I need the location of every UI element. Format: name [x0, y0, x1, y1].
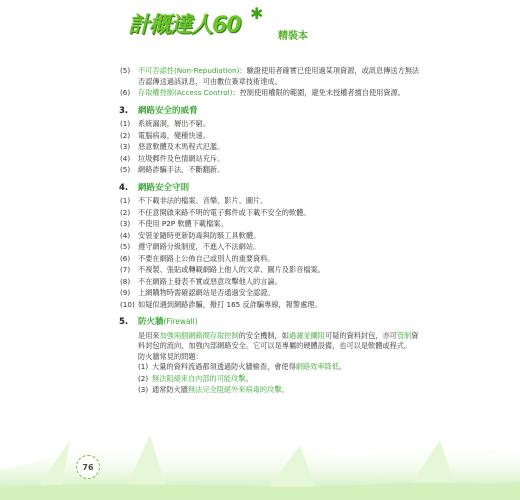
section-heading-4 — [120, 183, 425, 194]
item-number: (8) — [120, 276, 131, 286]
item-description: ：控制使用權限的範圍，避免未授權者擅自使用資源。 — [232, 88, 405, 97]
section-title: 防火牆 — [138, 317, 164, 327]
header-logo — [128, 6, 318, 48]
section-title-en: (Firewall) — [163, 317, 198, 326]
item-text: 系統漏洞，層出不窮。 — [138, 119, 210, 128]
item-number: (1) — [138, 362, 149, 371]
section-number: 5. — [119, 317, 129, 327]
list-item — [120, 242, 425, 253]
section-4-list — [120, 196, 425, 310]
item-text — [152, 362, 425, 373]
section-title: 網路安全守則 — [138, 182, 190, 193]
list-item — [138, 374, 425, 385]
list-item — [120, 254, 425, 265]
list-item — [120, 265, 425, 276]
item-number: (4) — [120, 230, 131, 240]
page-number: 76 — [76, 455, 100, 479]
para-text: 可疑的資料封包，亦可 — [324, 330, 397, 340]
item-description: ：驗證使用者確實已使用過某項資源，或訊息傳送方無法否認傳送過該訊息，可由數位簽章技術達成。 — [138, 66, 420, 86]
item-text: 電腦病毒，變種快速。 — [138, 130, 210, 140]
logo-subtitle: 精裝本 — [278, 31, 308, 42]
list-item — [120, 288, 425, 299]
item-text: 不在網路上發表不實或惡意攻擊他人的言論。 — [138, 276, 282, 286]
section-number: 4. — [119, 182, 129, 193]
list-item — [120, 119, 425, 130]
item-text: 不下載非法的檔案、音樂、影片、圖片。 — [138, 196, 268, 205]
list-item — [120, 300, 425, 311]
item-text: 如疑似遇到網路詐騙，撥打 165 反詐騙專線，報警處理。 — [138, 299, 322, 309]
item-text: 網路詐騙手法，不斷翻新。 — [138, 165, 225, 174]
item-number: (2) — [120, 207, 131, 217]
para-text: 的安全機制，如 — [238, 330, 289, 340]
section-5-list — [138, 362, 425, 396]
item-highlight: 無法完全阻絕外來病毒的攻擊 — [187, 385, 282, 394]
item-number: (3) — [138, 385, 149, 394]
item-text-pre: 大量的資料流過都須透過防火牆檢查，會使得 — [152, 362, 296, 371]
item-text: 惡意軟體及木馬程式氾濫。 — [138, 142, 225, 151]
item-highlight: 網路效率降低 — [295, 362, 339, 371]
item-number: (1) — [120, 119, 131, 128]
item-number: (2) — [138, 373, 149, 383]
item-number: (3) — [120, 142, 131, 151]
item-number: (5) — [120, 165, 131, 174]
item-text-post: 。 — [245, 373, 253, 383]
list-item — [120, 196, 425, 207]
item-text — [138, 88, 425, 99]
list-item — [120, 154, 425, 165]
item-number: (6) — [120, 253, 131, 263]
item-text: 不使用 P2P 軟體下載檔案。 — [138, 219, 228, 228]
item-term: 存取權控制(Access Control) — [138, 88, 233, 97]
item-number: (4) — [120, 153, 131, 163]
list-item — [120, 231, 425, 242]
item-text-pre: 通常防火牆 — [152, 385, 188, 394]
page-content — [120, 66, 425, 397]
item-text: 安裝並隨時更新防毒與防駭工具軟體。 — [138, 230, 261, 240]
firewall-problems-intro: 防火牆常見的問題： — [138, 351, 203, 361]
section-3-list — [120, 119, 425, 176]
star-icon: ✱ — [250, 4, 264, 23]
list-item — [120, 66, 425, 87]
item-term: 不可否認性(Non-Repudiation) — [138, 66, 240, 75]
item-text: 遵守網路分級制度，不進入不法網站。 — [138, 242, 261, 251]
item-text-post: 。 — [281, 385, 289, 394]
list-item — [120, 165, 425, 176]
list-item — [120, 277, 425, 288]
item-number: (3) — [120, 219, 131, 228]
item-number: (5) — [120, 66, 131, 75]
section-heading-5 — [120, 317, 425, 328]
list-item — [138, 385, 425, 396]
item-number: (5) — [120, 242, 131, 251]
item-text: 不任意開啟來路不明的電子郵件或下載不安全的軟體。 — [138, 207, 311, 217]
item-number: (10) — [120, 299, 135, 309]
item-text — [152, 374, 425, 385]
section-number: 3. — [119, 105, 129, 116]
item-highlight: 無法阻絕來自內部的可能攻擊 — [152, 373, 246, 383]
section-title: 網路安全的威脅 — [138, 105, 198, 116]
bottom-decoration — [0, 400, 520, 500]
item-number: (6) — [120, 88, 131, 97]
section-heading-3 — [120, 106, 425, 117]
item-text: 上網購物時需確認網站是否通過安全認證。 — [138, 288, 275, 297]
item-text — [138, 66, 425, 87]
para-text: 資料封包的流向，加強內部網路安全。它可以是專屬的硬體設備，也可以是軟體或程式。 — [138, 330, 419, 350]
para-text: 是用來 — [138, 330, 160, 340]
para-highlight: 過濾並攔阻 — [288, 330, 325, 340]
item-number: (2) — [120, 130, 131, 140]
list-item — [120, 142, 425, 153]
list-item — [120, 131, 425, 142]
item-text: 垃圾郵件及色情網站充斥。 — [138, 153, 225, 163]
list-item — [120, 219, 425, 230]
item-text: 不要在網路上公佈自己或別人的重要資料。 — [138, 253, 275, 263]
para-highlight: 管制 — [396, 330, 412, 340]
item-number: (7) — [120, 265, 131, 274]
list-item — [120, 88, 425, 99]
list-item — [120, 208, 425, 219]
item-text: 不複製、張貼或轉載網路上他人的文章、圖片及影音檔案。 — [138, 265, 325, 274]
firewall-paragraph — [138, 331, 425, 352]
item-text-post: 。 — [338, 362, 347, 371]
list-item — [138, 362, 425, 373]
item-text — [152, 385, 425, 396]
item-number: (9) — [120, 288, 131, 297]
para-highlight: 加強兩個網路間存取控制 — [159, 330, 239, 340]
logo-title: 計概達人60 — [128, 13, 241, 38]
item-number: (1) — [120, 196, 131, 205]
